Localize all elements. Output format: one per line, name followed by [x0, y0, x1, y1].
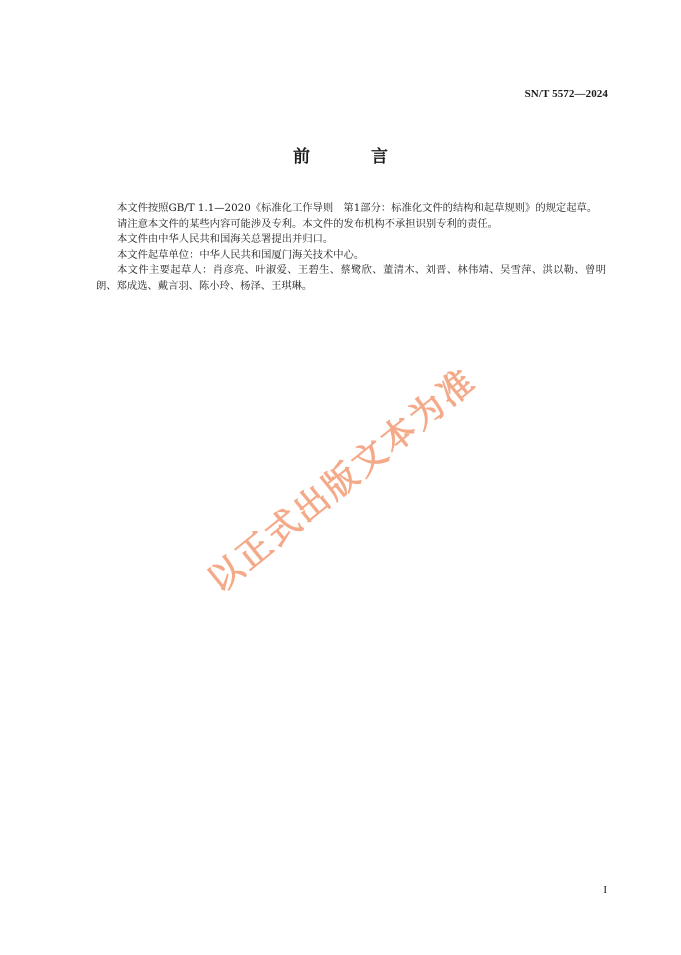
paragraph-proposer: 本文件由中华人民共和国海关总署提出并归口。: [117, 233, 334, 246]
watermark: 以正式出版文本为准: [200, 360, 485, 602]
page-title: 前 言: [293, 147, 410, 167]
paragraph-patent-notice: 请注意本文件的某些内容可能涉及专利。本文件的发布机构不承担识别专利的责任。: [117, 217, 498, 230]
page-number: I: [603, 884, 607, 896]
paragraph-drafting-unit: 本文件起草单位：中华人民共和国厦门海关技术中心。: [117, 248, 365, 261]
paragraph-drafting-rules: 本文件按照GB/T 1.1—2020《标准化工作导则 第1部分：标准化文件的结构和起草规则》的规定起草。: [117, 202, 598, 214]
foreword-body: [96, 201, 606, 295]
standard-code: SN/T 5572—2024: [524, 88, 608, 100]
paragraph-drafters: 本文件主要起草人：肖彦亮、叶淑爱、王碧生、蔡鹭欣、董清木、刘晋、林伟靖、吴雪萍、洪以勒、曾明朗、郑成选、戴言羽、陈小玲、杨泽、王琪琳。: [96, 264, 606, 292]
